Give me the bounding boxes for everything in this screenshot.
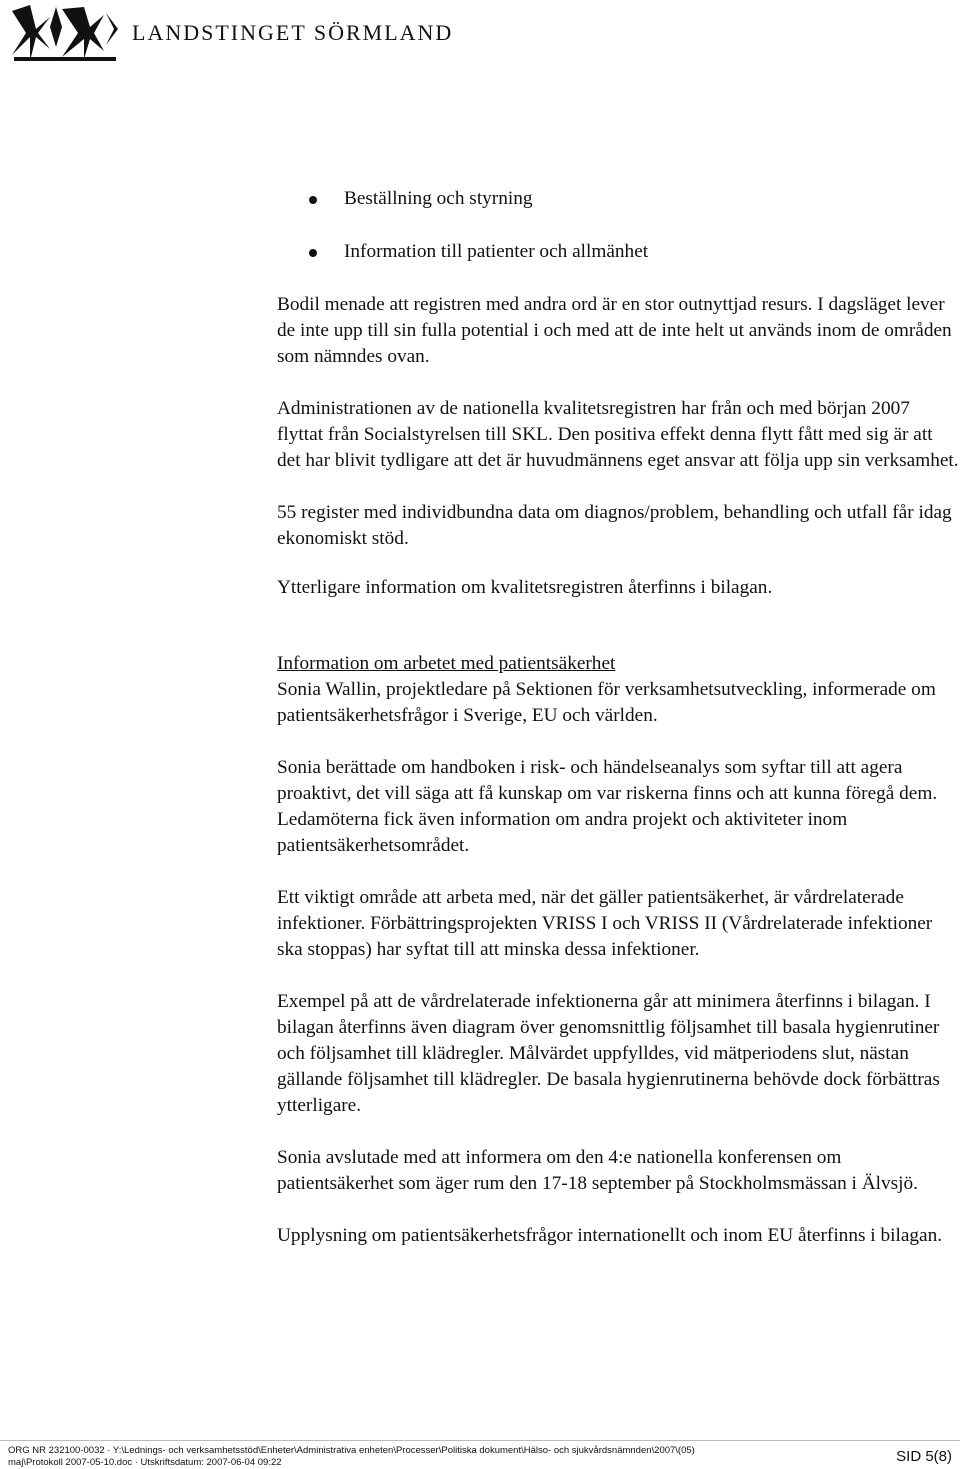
section-intro: Sonia Wallin, projektledare på Sektionen för verksamhetsutveckling, informerade om patientsäkerhetsfrågor i Sverige, EU och världen. xyxy=(277,679,936,726)
section-heading: Information om arbetet med patientsäkerhet xyxy=(277,653,616,674)
list-item-text: Beställning och styrning xyxy=(344,188,533,209)
page-header xyxy=(8,2,453,64)
footer-line: ORG NR 232100-0032 · Y:\Lednings- och verksamhetsstöd\Enheter\Administrativa enheten\Processer\Politiska dokument\Hälso- och sjukvårdsnämnden\2007\(05) xyxy=(8,1445,695,1456)
paragraph: 55 register med individbundna data om diagnos/problem, behandling och utfall får idag ekonomiskt stöd. xyxy=(277,502,952,549)
paragraph: Sonia avslutade med att informera om den 4:e nationella konferensen om patientsäkerhet som äger rum den 17-18 september på Stockholmsmässan i Älvsjö. xyxy=(277,1147,918,1194)
footer-metadata xyxy=(8,1445,868,1469)
list-item-text: Information till patienter och allmänhet xyxy=(344,241,649,262)
paragraph: Upplysning om patientsäkerhetsfrågor internationellt och inom EU återfinns i bilagan. xyxy=(277,1225,943,1246)
landstinget-sormland-crown-logo-icon xyxy=(8,3,120,63)
page-number: SID 5(8) xyxy=(896,1448,952,1465)
page-footer xyxy=(0,1440,960,1469)
bullet-icon xyxy=(309,249,317,257)
paragraph: Ytterligare information om kvalitetsregistren återfinns i bilagan. xyxy=(277,577,773,598)
paragraph: Bodil menade att registren med andra ord är en stor outnyttjad resurs. I dagsläget lever de inte upp till sin fulla potential i och med att de inte helt ut används inom de områden som nämndes ovan. xyxy=(277,294,952,367)
footer-line: maj\Protokoll 2007-05-10.doc · Utskriftsdatum: 2007-06-04 09:22 xyxy=(8,1457,282,1468)
paragraph: Sonia berättade om handboken i risk- och händelseanalys som syftar till att agera proaktivt, det vill säga att få kunskap om var riskerna finns och att kunna föregå dem. Ledamöterna fick även information om andra projekt och aktiviteter inom patientsäkerhetsområdet. xyxy=(277,757,938,856)
bullet-icon xyxy=(309,196,317,204)
bullet-list xyxy=(309,186,960,265)
list-item xyxy=(309,186,960,212)
paragraph: Ett viktigt område att arbeta med, när det gäller patientsäkerhet, är vårdrelaterade infektioner. Förbättringsprojekten VRISS I och VRISS II (Vårdrelaterade infektioner ska stoppas) har syftat till att minska dessa infektioner. xyxy=(277,887,933,960)
document-body xyxy=(277,186,959,1249)
paragraph: Exempel på att de vårdrelaterade infektionerna går att minimera återfinns i bilagan. I bilagan återfinns även diagram över genomsnittlig följsamhet till basala hygienrutiner och följsamhet till klädregler. Målvärdet uppfylldes, vid mätperiodens slut, nästan gällande följsamhet till klädregler. De basala hygienrutinerna behövde dock förbättras ytterligare. xyxy=(277,991,940,1116)
organization-name: LANDSTINGET SÖRMLAND xyxy=(132,20,454,45)
paragraph: Administrationen av de nationella kvalitetsregistren har från och med början 2007 flyttat från Socialstyrelsen till SKL. Den positiva effekt denna flytt fått med sig är att det har blivit tydligare att det är huvudmännens eget ansvar att följa upp sin verksamhet. xyxy=(277,398,959,471)
list-item xyxy=(309,239,960,265)
